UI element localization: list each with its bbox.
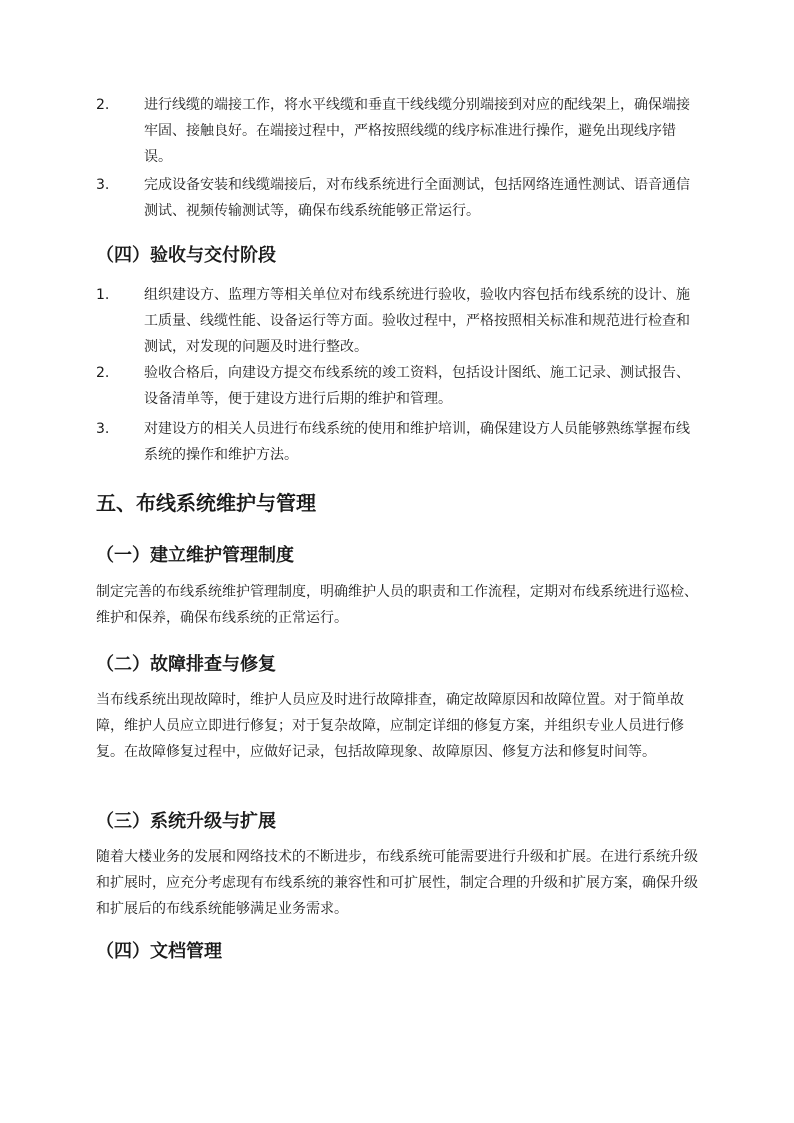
list-item [96, 172, 706, 224]
list-text: 验收合格后，向建设方提交布线系统的竣工资料，包括设计图纸、施工记录、测试报告、设备清单等，便于建设方进行后期的维护和管理。 [144, 365, 690, 407]
paragraph: 制定完善的布线系统维护管理制度，明确维护人员的职责和工作流程，定期对布线系统进行巡检、维护和保养，确保布线系统的正常运行。 [96, 584, 698, 626]
section-heading-documentation: （四）文档管理 [96, 941, 222, 962]
chapter-title: 五、布线系统维护与管理 [96, 491, 316, 515]
paragraph: 当布线系统出现故障时，维护人员应及时进行故障排查，确定故障原因和故障位置。对于简单故障，维护人员应立即进行修复；对于复杂故障，应制定详细的修复方案，并组织专业人员进行修复。在故障修复过程中，应做好记录，包括故障现象、故障原因、修复方法和修复时间等。 [96, 692, 684, 760]
section-heading-upgrade: （三）系统升级与扩展 [96, 811, 276, 832]
list-text: 对建设方的相关人员进行布线系统的使用和维护培训，确保建设方人员能够熟练掌握布线系统的操作和维护方法。 [144, 421, 690, 463]
list-text: 完成设备安装和线缆端接后，对布线系统进行全面测试，包括网络连通性测试、语音通信测试、视频传输测试等，确保布线系统能够正常运行。 [144, 177, 690, 219]
list-number: 2. [96, 365, 110, 381]
section-heading-maintenance-system: （一）建立维护管理制度 [96, 545, 294, 566]
list-number: 3. [96, 421, 110, 437]
list-number: 1. [96, 287, 110, 303]
section-heading-troubleshooting: （二）故障排查与修复 [96, 654, 276, 675]
list-text: 进行线缆的端接工作，将水平线缆和垂直干线线缆分别端接到对应的配线架上，确保端接牢固、接触良好。在端接过程中，严格按照线缆的线序标准进行操作，避免出现线序错误。 [144, 97, 690, 165]
list-item [96, 416, 706, 468]
list-number: 3. [96, 177, 110, 193]
list-item [96, 282, 706, 360]
list-item [96, 360, 706, 412]
list-text: 组织建设方、监理方等相关单位对布线系统进行验收，验收内容包括布线系统的设计、施工质量、线缆性能、设备运行等方面。验收过程中，严格按照相关标准和规范进行检查和测试，对发现的问题及时进行整改。 [144, 287, 690, 355]
paragraph: 随着大楼业务的发展和网络技术的不断进步，布线系统可能需要进行升级和扩展。在进行系统升级和扩展时，应充分考虑现有布线系统的兼容性和可扩展性，制定合理的升级和扩展方案，确保升级和扩展后的布线系统能够满足业务需求。 [96, 849, 698, 917]
section-heading-acceptance: （四）验收与交付阶段 [96, 245, 276, 266]
list-item [96, 92, 706, 170]
list-number: 2. [96, 97, 110, 113]
